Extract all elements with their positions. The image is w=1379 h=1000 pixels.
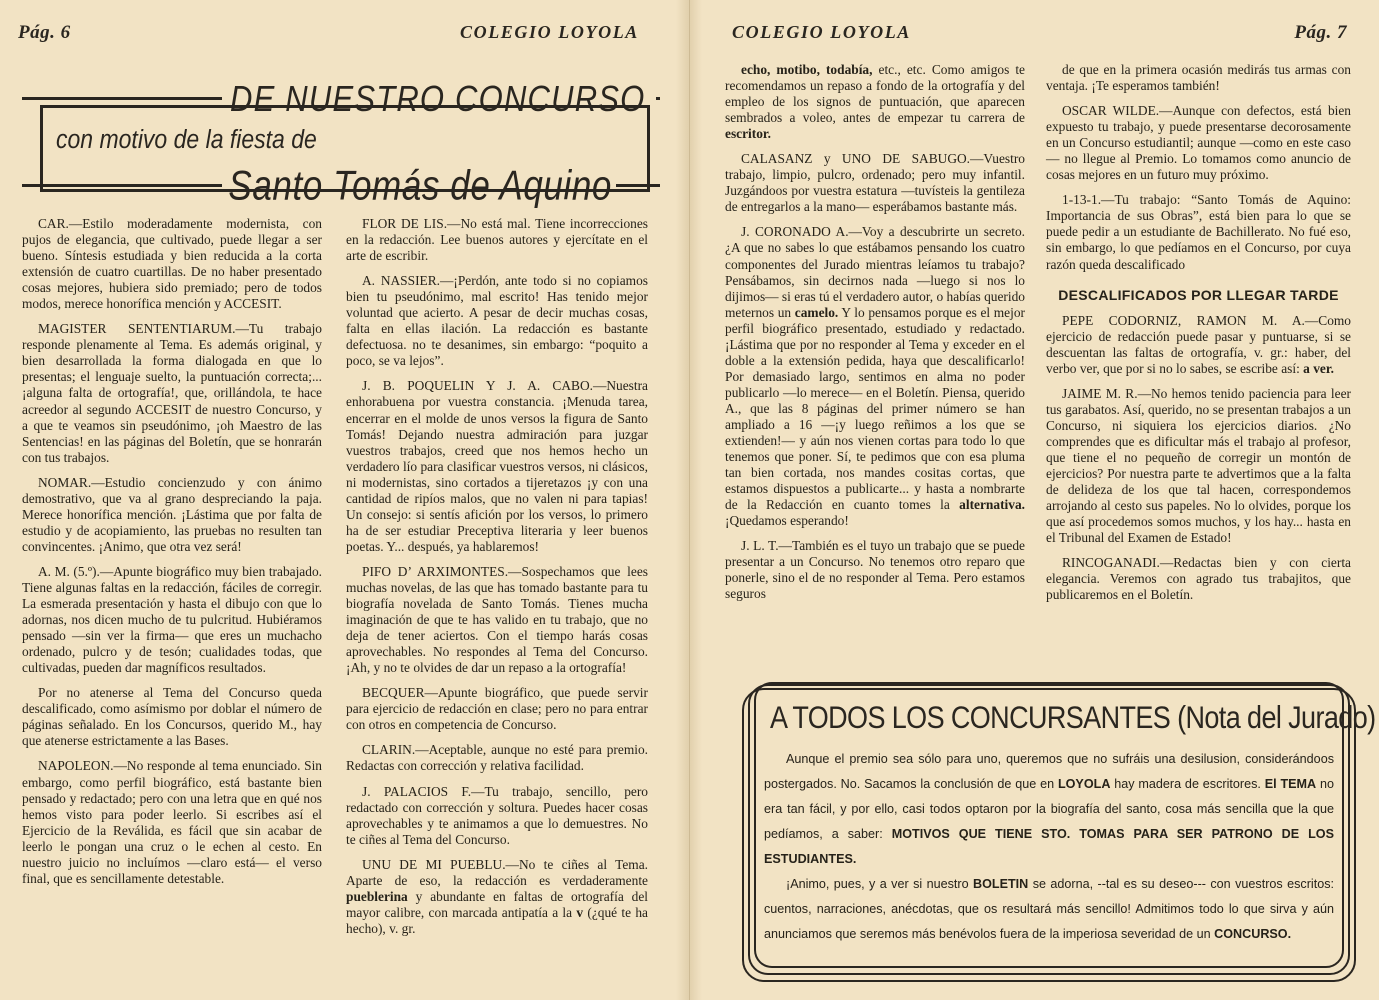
paragraph: ¡Animo, pues, y a ver si nuestro BOLETIN se adorna, --tal es su deseo--- con vuestros escritos: cuentos, narraciones, anécdotas, que os resultará más sencillo! Admitimos todo lo que sirva y aún anunciamos que seremos más benévolos fuera de la imperiosa severidad de un CONCURSO. — [764, 877, 1334, 941]
paragraph: MAGISTER SENTENTIARUM.—Tu trabajo responde plenamente al Tema. Es además original, y bien desarrollada la forma dialogada en que lo presentas; el lenguaje suelto, la puntuación correcta;... ¡alguna falta de ortografía!, que, orillándola, te hace acreedor al segundo ACCESIT de nuestro Concurso, y a que te veamos sin pseudónimo, ¡oh Maestro de las Sentencias! en las páginas del Boletín, que se honrarán con tus trabajos. — [22, 321, 322, 465]
masthead-subtitle: con motivo de la fiesta de — [56, 124, 317, 154]
paragraph: CLARIN.—Aceptable, aunque no esté para premio. Redactas con corrección y relativa facilidad. — [346, 742, 648, 774]
paragraph: FLOR DE LIS.—No está mal. Tiene incorrecciones en la redacción. Lee buenos autores y ejercítate en el arte de escribir. — [346, 216, 648, 264]
masthead-title-block — [22, 77, 660, 209]
paragraph: BECQUER—Apunte biográfico, que puede servir para ejercicio de redacción en clase; pero no para entrar con otros en competencia de Concurso. — [346, 685, 648, 733]
paragraph: PEPE CODORNIZ, RAMON M. A.—Como ejercicio de redacción puede pasar y puntuarse, si se descuentan las faltas de ortografía, v. gr.: haber, del verbo ver, que por si no lo sabes, se escribe así: a ver. — [1046, 312, 1351, 376]
paragraph: J. L. T.—También es el tuyo un trabajo que se puede presentar a un Concurso. No tenemos otro reparo que ponerle, sino el de no responder al Tema. Pero estamos seguros — [725, 538, 1025, 602]
page-gutter-line — [689, 0, 690, 1000]
paragraph: UNU DE MI PUEBLU.—No te ciñes al Tema. Aparte de eso, la redacción es verdaderamente pueblerina y abundante en faltas de ortografía del mayor calibre, con marcada antipatía a la v (¿qué te ha hecho), v. gr. — [346, 856, 648, 936]
masthead-rule-left — [22, 97, 222, 100]
paragraph: J. B. POQUELIN Y J. A. CABO.—Nuestra enhorabuena por vuestra constancia. ¡Menuda tarea, encerrar en el molde de unos versos la figura de Santo Tomás! Dejando nuestra admiración para juzgar vuestros trabajos, creed que nos hemos hecho un verdadero lío para clasificar vuestros versos, ni clásicos, ni modernistas, sino cortados a tijeretazos ¡y con una cantidad de ripíos malos, que no valen ni para tapias! Un consejo: si sentís afición por los versos, lo primero ha de ser estudiar Preceptiva literaria y leer buenos poetas. Y... después, ya hablaremos! — [346, 378, 648, 554]
notice-paragraphs — [764, 747, 1334, 947]
paragraph: A. M. (5.º).—Apunte biográfico muy bien trabajado. Tiene algunas faltas en la redacción, fáciles de corregir. La esmerada presentación y hasta el dibujo con que lo adornas, nos dicen mucho de tu pulcritud. Hubiéramos pensado —sin ver la firma— que eres un muchacho ordenado, pulcro y de tesón; cualidades todas, que cultivadas, pueden dar magníficos resultados. — [22, 563, 322, 676]
notice-title: A TODOS LOS CONCURSANTES (Nota del Jurado) — [770, 700, 1376, 735]
right-column-2-intro — [1046, 62, 1351, 273]
left-page-folio: Pág. 6 — [18, 22, 71, 43]
notice-body — [764, 694, 1376, 960]
right-page-column-1 — [725, 62, 1025, 603]
paragraph: Por no atenerse al Tema del Concurso queda descalificado, como asímismo por doblar el número de páginas señalado. En los Concursos, querido M., hay que atenerse estrictamente a las Bases. — [22, 685, 322, 749]
paragraph: NOMAR.—Estudio concienzudo y con ánimo demostrativo, que va al grano despreciando la paja. Merece honorífica mención. ¡Lástima que por falta de estudio y de acopiamiento, las pruebas no resulten tan convincentes. ¡Animo, que otra vez será! — [22, 474, 322, 554]
masthead-saint-name: Santo Tomás de Aquino — [228, 161, 612, 209]
paragraph: JAIME M. R.—No hemos tenido paciencia para leer tus garabatos. Así, querido, no se presentan trabajos a un Concurso, ni siquiera los ejercicios diarios. ¿No comprendes que es dificultar más el trabajo al profesor, que tiene el no pequeño de corregir un montón de ejercicios? Por nuestra parte te advertimos que a la falta de delideza de los que tal hacen, correspondemos arrojando al cesto sus papeles. No lo olvides, porque los que así procedemos somos muchos, y los hay... hasta en el Tribunal del Examen de Estado! — [1046, 385, 1351, 546]
section-heading-descalificados: DESCALIFICADOS POR LLEGAR TARDE — [1058, 286, 1339, 303]
left-page-column-1 — [22, 216, 322, 887]
masthead-rule-right — [656, 97, 661, 100]
paragraph: J. PALACIOS F.—Tu trabajo, sencillo, pero redactado con corrección y soltura. Puedes hacer cosas aprovechables y te animamos a que lo demuestres. No te ciñes al Tema del Concurso. — [346, 783, 648, 847]
paragraph: OSCAR WILDE.—Aunque con defectos, está bien expuesto tu trabajo, y puede presentarse decorosamente en un Concurso estudiantil; aunque —como en este caso— no llegue al Premio. Lo tomamos como anuncio de cosas mejores en un futuro muy próximo. — [1046, 103, 1351, 183]
paragraph: NAPOLEON.—No responde al tema enunciado. Sin embargo, como perfil biográfico, está bastante bien pensado y redactado; pero con una letra que en qué nos hemos visto para poder leerlo. Si escribes así el Ejercicio de la Reválida, es fácil que sin acabar de leerlo le pongan una cruz o le echen al cesto. En nuestro juicio no incluímos —claro está— el verso final, que es sencillamente detestable. — [22, 758, 322, 886]
masthead-rule-bottom-left — [22, 184, 222, 187]
jury-notice-box — [742, 682, 1376, 982]
paragraph: CALASANZ y UNO DE SABUGO.—Vuestro trabajo, limpio, pulcro, ordenado; pero muy infantil. Juzgándoos por vuestra estatura —tuvísteis la gentileza de entregarlos a la mano— esperábamos bastante más. — [725, 151, 1025, 215]
paragraph: A. NASSIER.—¡Perdón, ante todo si no copiamos bien tu pseudónimo, mal escrito! Has tenido mejor voluntad que acierto. A pesar de decir muchas cosas, falta en ellas ilación. La redacción es bastante defectuosa. no te desanimes, sin embargo: “poquito a poco, se va lejos”. — [346, 273, 648, 369]
paragraph: 1-13-1.—Tu trabajo: “Santo Tomás de Aquino: Importancia de sus Obras”, está bien para lo que se puede pedir a un estudiante de Bachillerato. No fué eso, sin embargo, lo que pedíamos en el Concurso, por cuya razón queda descalificado — [1046, 192, 1351, 272]
paragraph: echo, motibo, todabía, etc., etc. Como amigos te recomendamos un repaso a fondo de la ortografía y del empleo de los signos de puntuación, que aparecen sembrados a voleo, antes de empezar tu carrera de escritor. — [725, 62, 1025, 142]
paragraph: CAR.—Estilo moderadamente modernista, con pujos de elegancia, que cultivado, puede llegar a ser bueno. Síntesis estudiada y bien reducida a la corta extensión de cuatro cuartillas. De no haber presentado cosas mejores, hubiera sido premiado; pero de todos modos, merece honorífica mención y ACCESIT. — [22, 216, 322, 312]
left-page-running-title: COLEGIO LOYOLA — [460, 22, 639, 42]
paragraph: Aunque el premio sea sólo para uno, queremos que no sufráis una desilusion, considerándoos postergados. No. Sacamos la conclusión de que en LOYOLA hay madera de escritores. El TEMA no era tan fácil, y por ello, casi todos optaron por la biografía del santo, cosa más sencilla que la que pedíamos, a saber: MOTIVOS QUE TIENE STO. TOMAS PARA SER PATRONO DE LOS ESTUDIANTES. — [764, 752, 1334, 866]
right-page-running-title: COLEGIO LOYOLA — [732, 22, 911, 42]
paragraph: RINCOGANADI.—Redactas bien y con cierta elegancia. Veremos con agrado tus trabajitos, que publicaremos en el Boletín. — [1046, 555, 1351, 603]
paragraph: PIFO D’ ARXIMONTES.—Sospechamos que lees muchas novelas, de las que has tomado bastante para tu biografía novelada de Santo Tomás. Tienes mucha imaginación de que te has valido en tu trabajo, que no deja de tener aciertos. Con el tiempo harás cosas aprovechables. No respondes al Tema del Concurso. ¡Ah, y no te olvides de dar un repaso a la ortografía! — [346, 563, 648, 676]
masthead-rule-bottom-right — [616, 184, 660, 187]
masthead-headline: DE NUESTRO CONCURSO — [230, 77, 646, 119]
paragraph: de que en la primera ocasión medirás tus armas con ventaja. ¡Te esperamos también! — [1046, 62, 1351, 94]
masthead-line-3 — [22, 161, 660, 209]
paragraph: J. CORONADO A.—Voy a descubrirte un secreto. ¿A que no sabes lo que estábamos pensando los cuatro componentes del Jurado mientras leíamos tu trabajo? Pensábamos, sin decirnos nada —luego si nos lo dijimos— si eras tú el verdadero autor, o habías querido meternos un camelo. Y lo pensamos porque es el mejor perfil biográfico presentado, estudiado y redactado. ¡Lástima que por no responder al Tema y exceder en el doble a la extensión pedida, haya que descalificarlo! Por demasiado largo, sentimos en alma no poder publicarlo —lo merece— en el Boletín. Piensa, querido A., que las 8 páginas del primer número se han ampliado a 16 —¡y luego reñimos a los que se extienden!— y aún nos vienen cortas para todo lo que tenemos que poner. Sí, te pedimos que con esa pluma tan bien cortada, nos mandes cositas cortas, que estamos dispuestos a publicarte... y hasta a nombrarte de la Redacción en cuanto tomes la alternativa. ¡Quedamos esperando! — [725, 224, 1025, 529]
right-page-folio: Pág. 7 — [1294, 22, 1347, 43]
right-page-column-2 — [1046, 62, 1351, 603]
right-column-2-after — [1046, 313, 1351, 604]
left-page-column-2 — [346, 216, 648, 937]
masthead-line-1 — [22, 77, 660, 119]
